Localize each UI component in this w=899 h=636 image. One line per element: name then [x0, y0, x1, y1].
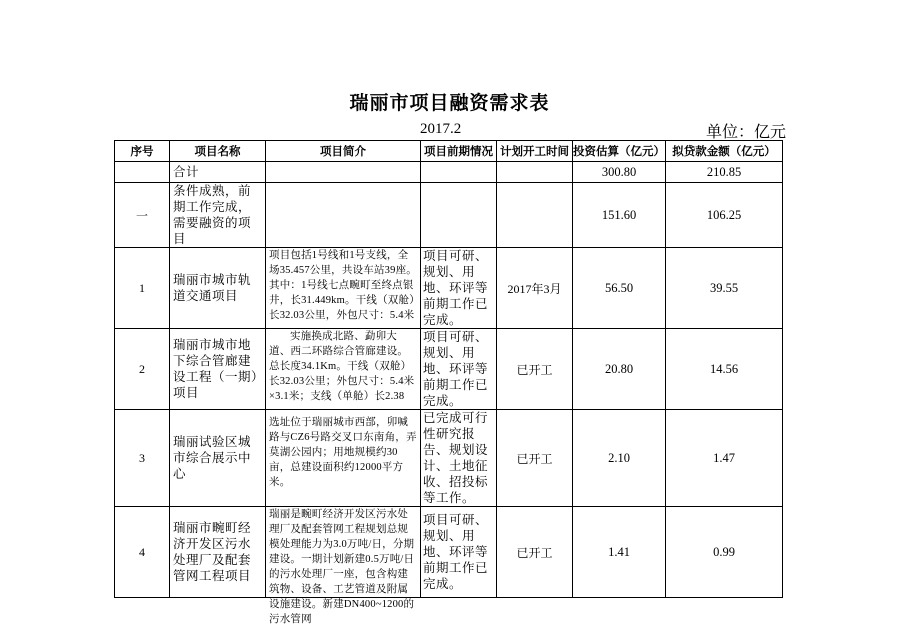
- group-label: 条件成熟，前期工作完成，需要融资的项目: [170, 183, 266, 248]
- row-prep: 项目可研、规划、用地、环评等前期工作已完成。: [421, 329, 497, 410]
- row-start: 已开工: [497, 507, 573, 598]
- row-seq: 3: [115, 410, 170, 507]
- group-loan: 106.25: [666, 183, 783, 248]
- row-loan: 39.55: [666, 248, 783, 329]
- row-name: 瑞丽试验区城市综合展示中心: [170, 410, 266, 507]
- row-intro: 瑞丽是畹町经济开发区污水处理厂及配套管网工程规划总规模处理能力为3.0万吨/日，分期建设。一期计划新建0.5万吨/日的污水处理厂一座，包含构建筑物、设备、工艺管道及附属设施建设。新建DN400~1200的污水管网: [269, 509, 415, 625]
- total-label: 合计: [170, 162, 266, 183]
- total-loan: 210.85: [666, 162, 783, 183]
- row-prep: 已完成可行性研究报告、规划设计、土地征收、招投标等工作。: [421, 410, 497, 507]
- header-loan: 拟贷款金额（亿元）: [666, 141, 783, 162]
- row-name: 瑞丽市城市轨道交通项目: [170, 248, 266, 329]
- row-loan: 0.99: [666, 507, 783, 598]
- report-date: 2017.2: [420, 121, 462, 137]
- unit-label: 单位：亿元: [706, 124, 787, 141]
- row-investment: 2.10: [573, 410, 666, 507]
- header-investment: 投资估算（亿元）: [573, 141, 666, 162]
- row-intro: 实施换成北路、勐卯大道、西二环路综合管廊建设。总长度34.1Km。干线（双舱）长32.03公里；外包尺寸：5.4米×3.1米；支线（单舱）长2.38: [269, 331, 415, 402]
- row-loan: 1.47: [666, 410, 783, 507]
- row-name: 瑞丽市城市地下综合管廊建设工程（一期）项目: [170, 329, 266, 410]
- table-row: [115, 507, 783, 598]
- group-investment: 151.60: [573, 183, 666, 248]
- header-prep: 项目前期情况: [421, 141, 497, 162]
- group-seq: 一: [115, 183, 170, 248]
- row-loan: 14.56: [666, 329, 783, 410]
- row-start: 已开工: [497, 410, 573, 507]
- total-row: [115, 162, 783, 183]
- row-start: 已开工: [497, 329, 573, 410]
- header-row: [115, 141, 783, 162]
- row-name: 瑞丽市畹町经济开发区污水处理厂及配套管网工程项目: [170, 507, 266, 598]
- row-prep: 项目可研、规划、用地、环评等前期工作已完成。: [421, 507, 497, 598]
- row-investment: 20.80: [573, 329, 666, 410]
- row-seq: 1: [115, 248, 170, 329]
- group-row: [115, 183, 783, 248]
- financing-table: [114, 140, 783, 625]
- row-prep: 项目可研、规划、用地、环评等前期工作已完成。: [421, 248, 497, 329]
- row-seq: 2: [115, 329, 170, 410]
- total-investment: 300.80: [573, 162, 666, 183]
- header-name: 项目名称: [170, 141, 266, 162]
- table-row: [115, 410, 783, 507]
- header-start: 计划开工时间: [497, 141, 573, 162]
- header-seq: 序号: [115, 141, 170, 162]
- row-intro: 选址位于瑞丽城市西部，卯喊路与CZ6号路交叉口东南角，弄莫湖公园内；用地规模约30亩，总建设面积约12000平方米。: [269, 417, 417, 488]
- table-row: [115, 248, 783, 329]
- table-row: [115, 329, 783, 410]
- row-start: 2017年3月: [497, 248, 573, 329]
- row-seq: 4: [115, 507, 170, 598]
- row-intro: 项目包括1号线和1号支线，全场35.457公里，共设车站39座。其中：1号线七点畹町至终点银井，长31.449km。干线（双舱）长32.03公里，外包尺寸：5.4米: [269, 250, 417, 321]
- header-intro: 项目简介: [266, 141, 421, 162]
- row-investment: 1.41: [573, 507, 666, 598]
- row-investment: 56.50: [573, 248, 666, 329]
- page-title: 瑞丽市项目融资需求表: [349, 92, 550, 114]
